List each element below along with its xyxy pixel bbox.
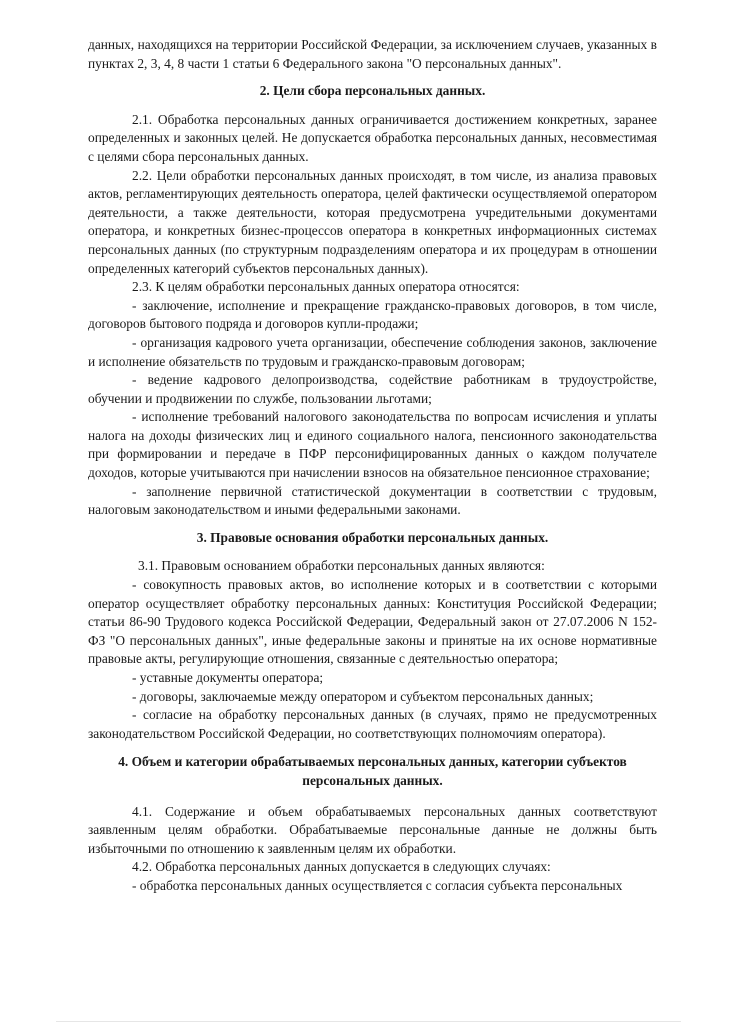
page-edge-divider <box>56 1021 681 1022</box>
section-3-heading: 3. Правовые основания обработки персональных данных. <box>196 529 549 545</box>
list-item: - исполнение требований налогового законодательства по вопросам исчисления и уплаты налога на доходы физических лиц и единого социального налога, пенсионного законодательства при формировании и передаче в ПФР персонифицированных данных о каждом получателе доходов, которые учитываются при начислении взносов на обязательное пенсионное страхование; <box>88 409 657 481</box>
section-4-heading: 4. Объем и категории обрабатываемых персональных данных, категории субъектов персональных данных. <box>118 754 627 788</box>
paragraph-4-1: 4.1. Содержание и объем обрабатываемых персональных данных соответствуют заявленным целям обработки. Обрабатываемые персональные данные не должны быть избыточными по отношению к заявленным целям их обработки. <box>88 803 657 856</box>
intro-paragraph: данных, находящихся на территории Российской Федерации, за исключением случаев, указанных в пунктах 2, 3, 4, 8 части 1 статьи 6 Федерального закона "О персональных данных". <box>88 37 657 71</box>
paragraph-4-2: 4.2. Обработка персональных данных допускается в следующих случаях: <box>132 859 551 875</box>
list-item: - договоры, заключаемые между оператором и субъектом персональных данных; <box>132 688 594 704</box>
list-item: - ведение кадрового делопроизводства, содействие работникам в трудоустройстве, обучении и продвижении по службе, пользовании льготами; <box>88 372 657 406</box>
paragraph-2-1: 2.1. Обработка персональных данных ограничивается достижением конкретных, заранее определенных и законных целей. Не допускается обработка персональных данных, несовместимая с целями сбора персональных данных. <box>88 111 657 164</box>
list-item: - уставные документы оператора; <box>132 670 324 685</box>
paragraph-2-3: 2.3. К целям обработки персональных данных оператора относятся: <box>132 279 520 295</box>
list-item: - согласие на обработку персональных данных (в случаях, прямо не предусмотренных законодательством Российской Федерации, но соответствующих полномочиям оператора). <box>88 707 657 741</box>
paragraph-3-1: 3.1. Правовым основанием обработки персональных данных являются: <box>138 558 545 574</box>
section-2-heading: 2. Цели сбора персональных данных. <box>259 83 486 99</box>
list-item: - совокупность правовых актов, во исполнение которых и в соответствии с которыми оператор осуществляет обработку персональных данных: Конституция Российской Федерации; статьи 86-90 Трудового кодекса Российской Федерации, Федеральный закон от 27.07.2006 N 152-ФЗ "О персональных данных", иные федеральные законы и принятые на их основе нормативные правовые акты, регулирующие отношения, связанные с деятельностью оператора; <box>88 577 657 667</box>
list-item: - заполнение первичной статистической документации в соответствии с трудовым, налоговым законодательством и иными федеральными законами. <box>88 483 657 518</box>
list-item: - организация кадрового учета организации, обеспечение соблюдения законов, заключение и исполнение обязательств по трудовым и гражданско-правовым договорам; <box>88 334 657 369</box>
paragraph-2-2: 2.2. Цели обработки персональных данных происходят, в том числе, из анализа правовых актов, регламентирующих деятельность оператора, целей фактически осуществляемой оператором деятельности, а также деятельности, которая предусмотрена учредительными документами оператора, и конкретных бизнес-процессов оператора в конкретных информационных системах персональных данных (по структурным подразделениям оператора и их процедурам в отношении определенных категорий субъектов персональных данных). <box>88 167 657 276</box>
list-item: - обработка персональных данных осуществляется с согласия субъекта персональных <box>132 877 623 893</box>
list-item: - заключение, исполнение и прекращение гражданско-правовых договоров, в том числе, договоров бытового подряда и договоров купли-продажи; <box>88 297 657 332</box>
